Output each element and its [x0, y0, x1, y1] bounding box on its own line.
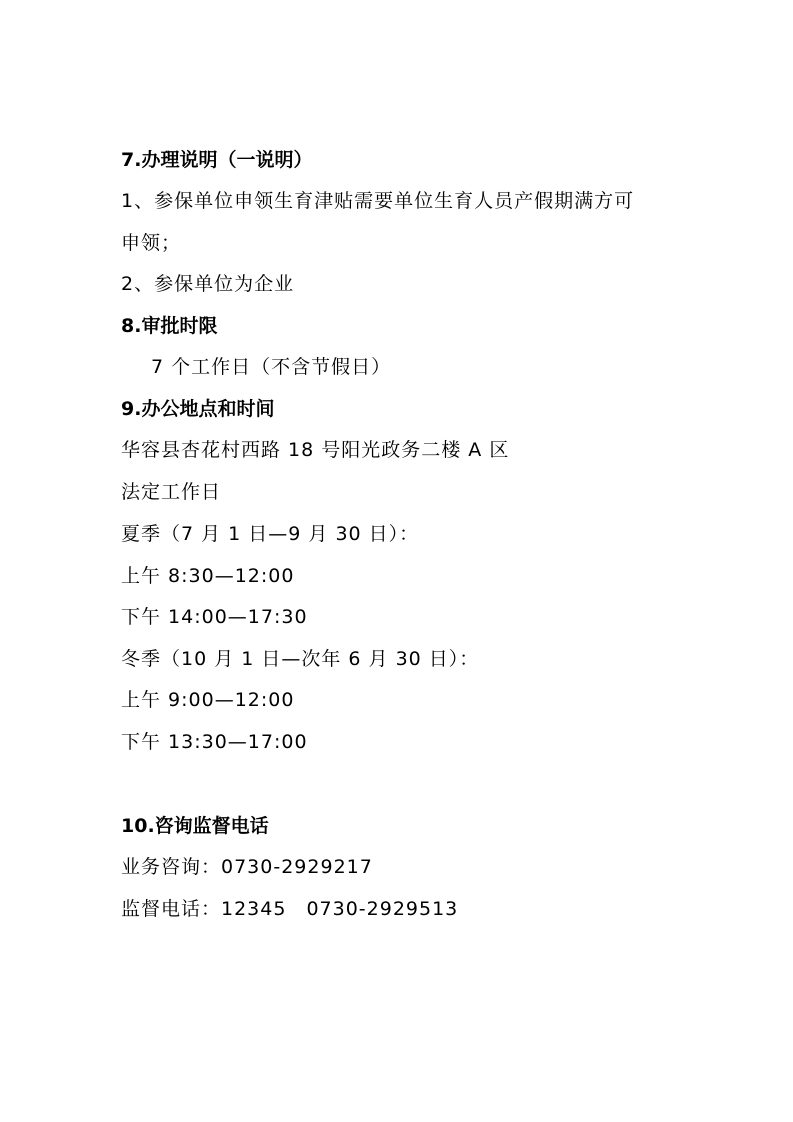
section-7-heading: 7.办理说明（一说明） [121, 149, 313, 171]
office-address: 华容县杏花村西路 18 号阳光政务二楼 A 区 [121, 439, 510, 461]
section-7-item-2: 2、参保单位为企业 [121, 273, 295, 295]
winter-afternoon-hours: 下午 13:30—17:00 [121, 731, 308, 753]
business-consultation-phone: 业务咨询：0730-2929217 [121, 856, 373, 878]
working-days: 法定工作日 [121, 481, 222, 503]
approval-time-limit: 7 个工作日（不含节假日） [151, 356, 392, 378]
section-7-item-1: 1、参保单位申领生育津贴需要单位生育人员产假期满方可 [121, 190, 635, 212]
winter-season: 冬季（10 月 1 日—次年 6 月 30 日）： [121, 648, 480, 670]
supervision-phone: 监督电话：12345 0730-2929513 [121, 898, 459, 920]
section-10-heading: 10.咨询监督电话 [121, 815, 269, 837]
summer-afternoon-hours: 下午 14:00—17:30 [121, 606, 308, 628]
summer-morning-hours: 上午 8:30—12:00 [121, 565, 295, 587]
section-9-heading: 9.办公地点和时间 [121, 398, 275, 420]
summer-season: 夏季（7 月 1 日—9 月 30 日）： [121, 523, 420, 545]
section-7-item-1-continued: 申领； [121, 232, 182, 254]
section-8-heading: 8.审批时限 [121, 315, 218, 337]
winter-morning-hours: 上午 9:00—12:00 [121, 689, 295, 711]
